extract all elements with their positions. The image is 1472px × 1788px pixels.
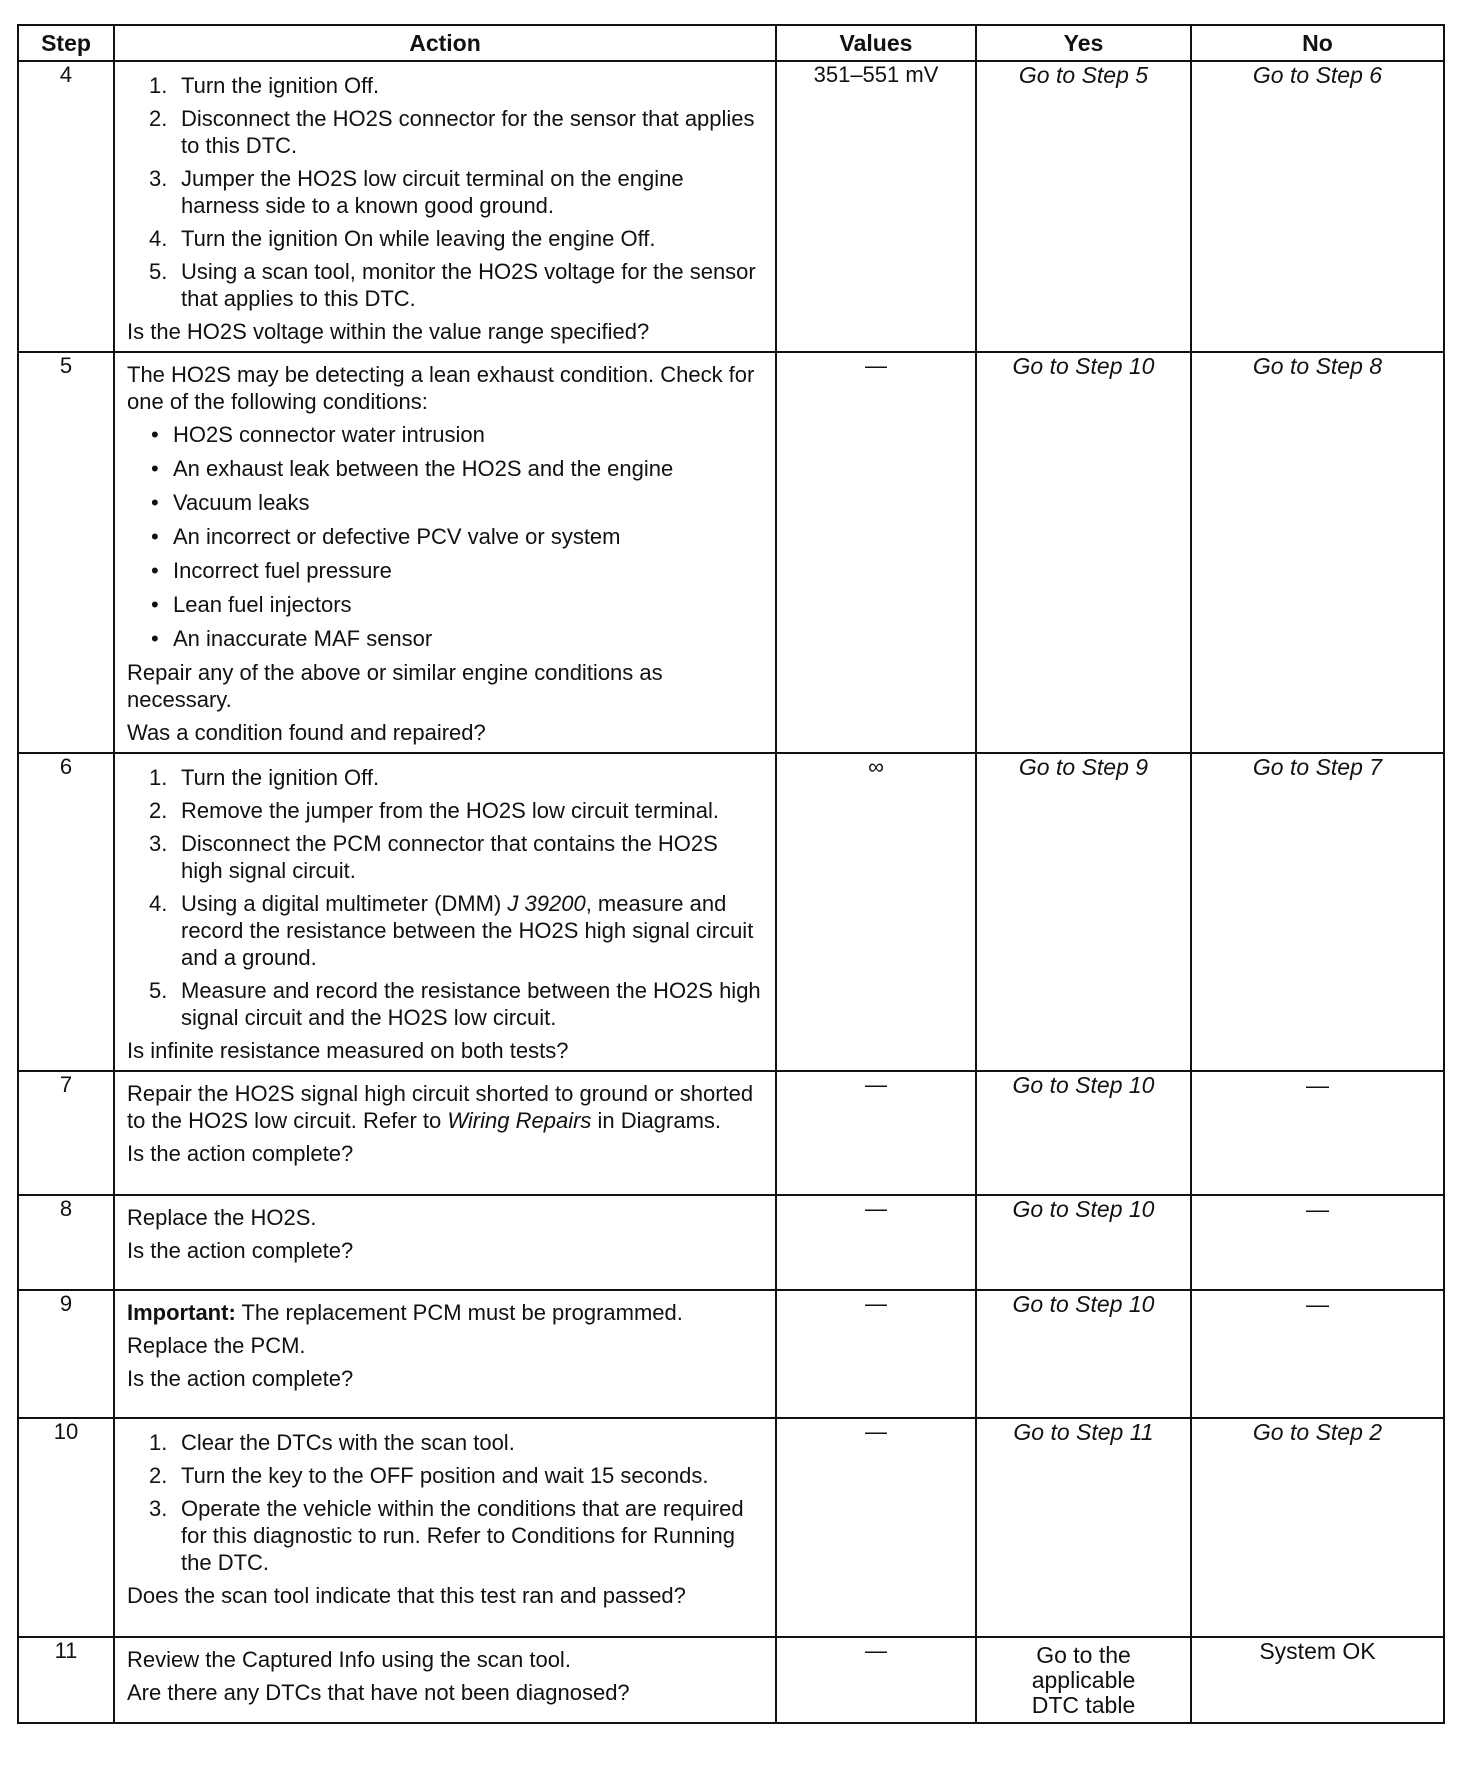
header-action: Action: [114, 25, 776, 61]
action-cell: [114, 1290, 776, 1418]
table-row-step-10: [18, 1418, 1444, 1637]
value-cell: —: [776, 1071, 976, 1195]
question: Is the action complete?: [127, 1141, 354, 1166]
header-row: [18, 25, 1444, 61]
list-item: • Incorrect fuel pressure: [151, 558, 392, 583]
no-cell: Go to Step 6: [1191, 61, 1444, 352]
important-label: Important:: [127, 1300, 236, 1325]
list-item: • An incorrect or defective PCV valve or system: [151, 524, 621, 549]
list-item: • HO2S connector water intrusion: [151, 422, 485, 447]
no-cell: —: [1191, 1290, 1444, 1418]
table-row-step-8: [18, 1195, 1444, 1290]
intro-text: The HO2S may be detecting a lean exhaust condition. Check for one of the following conditions:: [127, 362, 755, 414]
list-item: • Lean fuel injectors: [151, 592, 352, 617]
list-item: 3. Jumper the HO2S low circuit terminal on the engine harness side to a known good ground.: [149, 166, 684, 218]
yes-cell: Go to Step 9: [976, 753, 1191, 1071]
wiring-repairs-reference: Wiring Repairs: [447, 1108, 592, 1133]
value-cell: ∞: [776, 753, 976, 1071]
list-item: 4. Using a digital multimeter (DMM) J 39200, measure and record the resistance between the HO2S high signal circuit and a ground.: [149, 891, 754, 970]
value-cell: —: [776, 352, 976, 753]
value-cell: —: [776, 1637, 976, 1723]
list-item: 2. Turn the key to the OFF position and wait 15 seconds.: [149, 1463, 709, 1488]
no-cell: —: [1191, 1195, 1444, 1290]
yes-cell: Go to Step 11: [976, 1418, 1191, 1637]
no-cell: Go to Step 2: [1191, 1418, 1444, 1637]
list-item: • Vacuum leaks: [151, 490, 310, 515]
table-row-step-4: [18, 61, 1444, 352]
action-cell: [114, 1195, 776, 1290]
table-row-step-6: [18, 753, 1444, 1071]
no-cell: Go to Step 7: [1191, 753, 1444, 1071]
action-cell: [114, 1071, 776, 1195]
list-item: 1. Clear the DTCs with the scan tool.: [149, 1430, 515, 1455]
list-item: 3. Operate the vehicle within the conditions that are required for this diagnostic to run. Refer to Conditions for Running the DTC.: [149, 1496, 744, 1575]
header-step: Step: [18, 25, 114, 61]
question: Was a condition found and repaired?: [127, 720, 486, 745]
question: Is the HO2S voltage within the value range specified?: [127, 319, 650, 344]
list-item: • An inaccurate MAF sensor: [151, 626, 433, 651]
action-cell: [114, 352, 776, 753]
important-note: Important: The replacement PCM must be programmed.: [127, 1300, 683, 1325]
value-cell: —: [776, 1195, 976, 1290]
table-row-step-11: [18, 1637, 1444, 1723]
action-text: Replace the HO2S.: [127, 1205, 317, 1230]
list-item: 1. Turn the ignition Off.: [149, 73, 380, 98]
yes-cell: Go to Step 10: [976, 1195, 1191, 1290]
step-number: 5: [18, 352, 114, 753]
table-row-step-7: [18, 1071, 1444, 1195]
action-cell: [114, 1418, 776, 1637]
action-text: Repair the HO2S signal high circuit shorted to ground or shorted to the HO2S low circuit. Refer to Wiring Repairs in Diagrams.: [127, 1081, 754, 1133]
table-row-step-9: [18, 1290, 1444, 1418]
value-cell: 351–551 mV: [776, 61, 976, 352]
header-no: No: [1191, 25, 1444, 61]
list-item: • An exhaust leak between the HO2S and the engine: [151, 456, 674, 481]
yes-cell: Go to Step 10: [976, 1290, 1191, 1418]
header-yes: Yes: [976, 25, 1191, 61]
action-cell: [114, 61, 776, 352]
value-cell: —: [776, 1418, 976, 1637]
list-item: 1. Turn the ignition Off.: [149, 765, 380, 790]
diagnostic-table: [17, 24, 1445, 1724]
list-item: 2. Disconnect the HO2S connector for the sensor that applies to this DTC.: [149, 106, 755, 158]
action-text: Review the Captured Info using the scan tool.: [127, 1647, 571, 1672]
yes-cell: Go to Step 5: [976, 61, 1191, 352]
table-row-step-5: [18, 352, 1444, 753]
value-cell: —: [776, 1290, 976, 1418]
step-number: 7: [18, 1071, 114, 1195]
question: Are there any DTCs that have not been diagnosed?: [127, 1680, 630, 1705]
list-item: 2. Remove the jumper from the HO2S low circuit terminal.: [149, 798, 719, 823]
tool-reference: J 39200: [507, 891, 586, 916]
action-cell: [114, 1637, 776, 1723]
yes-cell: Go to Step 10: [976, 352, 1191, 753]
question: Is the action complete?: [127, 1366, 354, 1391]
no-cell: System OK: [1191, 1637, 1444, 1723]
yes-cell: Go to Step 10: [976, 1071, 1191, 1195]
list-item: 3. Disconnect the PCM connector that contains the HO2S high signal circuit.: [149, 831, 718, 883]
step-number: 9: [18, 1290, 114, 1418]
step-number: 4: [18, 61, 114, 352]
list-item: 4. Turn the ignition On while leaving the engine Off.: [149, 226, 656, 251]
yes-cell: Go to the applicable DTC table: [976, 1637, 1191, 1723]
no-cell: —: [1191, 1071, 1444, 1195]
question: Does the scan tool indicate that this test ran and passed?: [127, 1583, 686, 1608]
question: Is infinite resistance measured on both tests?: [127, 1038, 569, 1063]
question: Is the action complete?: [127, 1238, 354, 1263]
outro-text: Repair any of the above or similar engine conditions as necessary.: [127, 660, 663, 712]
no-cell: Go to Step 8: [1191, 352, 1444, 753]
action-cell: [114, 753, 776, 1071]
action-text: Replace the PCM.: [127, 1333, 306, 1358]
step-number: 10: [18, 1418, 114, 1637]
step-number: 11: [18, 1637, 114, 1723]
list-item: 5. Using a scan tool, monitor the HO2S voltage for the sensor that applies to this DTC.: [149, 259, 756, 311]
step-number: 6: [18, 753, 114, 1071]
list-item: 5. Measure and record the resistance between the HO2S high signal circuit and the HO2S low circuit.: [149, 978, 761, 1030]
header-values: Values: [776, 25, 976, 61]
step-number: 8: [18, 1195, 114, 1290]
